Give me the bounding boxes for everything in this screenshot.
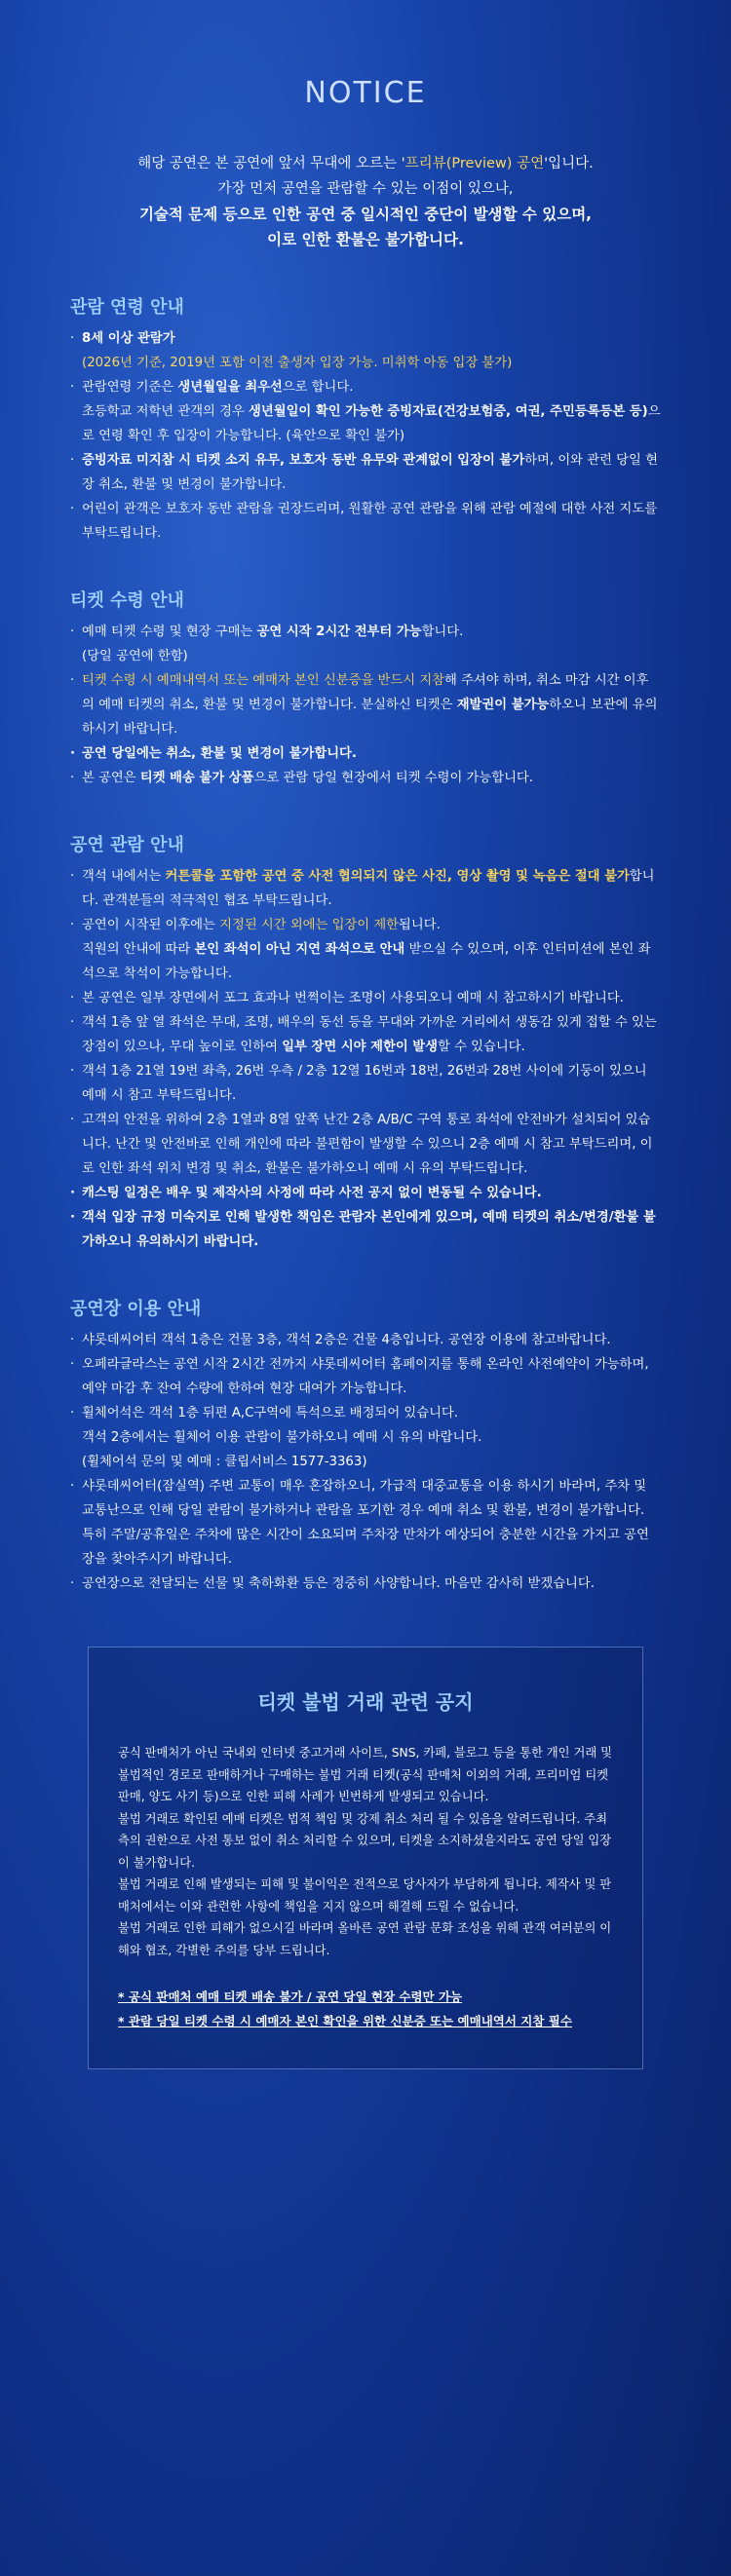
intro-text: 해당 공연은 본 공연에 앞서 무대에 오르는 ' [137,156,405,171]
list-item [70,913,661,986]
list-item: · 어린이 관객은 보호자 동반 관람을 권장드리며, 원활한 공연 관람을 위해 관람 예절에 대한 사전 지도를 부탁드립니다. [70,497,661,546]
age-limit: 8세 이상 관람가 [82,331,175,346]
list-item: · 오페라글라스는 공연 시작 2시간 전까지 샤롯데씨어터 홈페이지를 통해 온라인 사전예약이 가능하며, 예약 마감 후 잔여 수량에 한하여 현장 대여가 가능합니다. [70,1352,661,1401]
list-item [70,766,661,790]
list-item [70,864,661,913]
text-strong: 공연 시작 2시간 전부터 가능 [256,625,422,639]
text: (당일 공연에 한함) [82,649,188,663]
text: 으로 합니다. [282,380,354,395]
ticket-box-notes [118,1985,613,2033]
text-strong: 티켓 배송 불가 상품 [139,771,254,785]
age-limit-detail: (2026년 기준, 2019년 포함 이전 출생자 입장 가능. 미취학 아동 입장 불가) [82,356,513,370]
list-item [70,1010,661,1059]
ticket-box-paragraph: 불법 거래로 인한 피해가 없으시길 바라며 올바른 공연 관람 문화 조성을 위해 관객 여러분의 이해와 협조, 각별한 주의를 당부 드립니다. [118,1921,612,1957]
age-list [70,326,661,546]
intro-line-3: 기술적 문제 등으로 인한 공연 중 일시적인 중단이 발생할 수 있으며, [138,206,593,223]
section-age [70,293,661,546]
list-item: · 샤롯데씨어터(잠실역) 주변 교통이 매우 혼잡하오니, 가급적 대중교통을 이용 하시기 바라며, 주차 및 교통난으로 인해 당일 관람이 불가하거나 관람을 포기한 경우 예매 취소 및 환불, 변경이 불가합니다. 특히 주말/공휴일은 주차에 많은 시간이 소요되며 주차장 만차가 예상되어 충분한 시간을 가지고 공연장을 찾아주시기 바랍니다. [70,1474,661,1572]
text: 받으실 수 있으며, 이후 인터미션에 본인 좌석으로 착석이 가능합니다. [82,942,651,981]
list-item: · 공연 당일에는 취소, 환불 및 변경이 불가합니다. [70,741,661,766]
intro-line-4: 이로 인한 환불은 불가합니다. [267,231,464,248]
text: 예매 티켓 수령 및 현장 구매는 [82,625,257,639]
list-item: · 본 공연은 일부 장면에서 포그 효과나 번쩍이는 조명이 사용되오니 예매 시 참고하시기 바랍니다. [70,986,661,1010]
text: 합니다. [421,625,464,639]
ticket-box-paragraph: 불법 거래로 확인된 예매 티켓은 법적 책임 및 강제 취소 처리 될 수 있음을 알려드립니다. 주최 측의 권한으로 사전 통보 없이 취소 처리할 수 있으며, 티켓을 소지하셨을지라도 공연 당일 입장이 불가합니다. [118,1811,612,1870]
text: 본 공연은 [82,771,140,785]
list-item: · 객석 1층 21열 19번 좌측, 26번 우측 / 2층 12열 16번과 18번, 26번과 28번 사이에 기둥이 있으니 예매 시 참고 부탁드립니다. [70,1059,661,1108]
text: (휠체어석 문의 및 예매 : 클립서비스 1577-3363) [82,1455,367,1469]
section-ticket [70,587,661,790]
list-item [70,448,661,497]
notice-title: NOTICE [304,76,427,110]
ticket-note: * 관람 당일 티켓 수령 시 예매자 본인 확인을 위한 신분증 또는 예매내역서 지참 필수 [118,2014,572,2028]
text: 됩니다. [399,918,441,932]
text-strong: 생년월일이 확인 가능한 증빙자료(건강보험증, 여권, 주민등록등본 등) [249,404,648,419]
list-item: · 객석 입장 규정 미숙지로 인해 발생한 책임은 관람자 본인에게 있으며, 예매 티켓의 취소/변경/환불 불가하오니 유의하시기 바랍니다. [70,1205,661,1254]
viewing-list [70,864,661,1254]
text: 객석 내에서는 [82,869,166,884]
text: 할 수 있습니다. [438,1040,525,1054]
intro-line-1 [70,151,661,176]
ticket-box-paragraph: 공식 판매처가 아닌 국내외 인터넷 중고거래 사이트, SNS, 카페, 블로그 등을 통한 개인 거래 및 불법적인 경로로 판매하거나 구매하는 불법 거래 티켓(공식 판매처 이외의 거래, 프리미엄 티켓 판매, 양도 사기 등)으로 인한 피해 사례가 빈번하게 발생되고 있습니다. [118,1746,613,1803]
text: 으로 관람 당일 현장에서 티켓 수령이 가능합니다. [253,771,533,785]
list-item: · 샤롯데씨어터 객석 1층은 건물 3층, 객석 2층은 건물 4층입니다. 공연장 이용에 참고바랍니다. [70,1328,661,1352]
illegal-ticket-notice-box [88,1647,643,2069]
ticket-list [70,620,661,790]
preview-highlight: 프리뷰(Preview) 공연 [404,156,545,171]
text-highlight: 지정된 시간 외에는 입장이 제한 [219,918,400,932]
list-item [70,668,661,741]
section-venue [70,1295,661,1596]
ticket-note: * 공식 판매처 예매 티켓 배송 불가 / 공연 당일 현장 수령만 가능 [118,1989,463,2004]
list-item [70,620,661,668]
venue-list [70,1328,661,1596]
section-title: 관람 연령 안내 [70,297,184,318]
list-item [70,375,661,448]
text: · 휠체어석은 객석 1층 뒤편 A,C구역에 특석으로 배정되어 있습니다. [82,1406,458,1421]
text-highlight: 커튼콜을 포함한 공연 중 사전 협의되지 않은 사진, 영상 촬영 및 녹음은 절대 불가 [165,869,630,884]
text: 으로 연령 확인 후 입장이 가능합니다. (육안으로 확인 불가) [82,404,661,443]
intro-line-2: 가장 먼저 공연을 관람할 수 있는 이점이 있으나, [217,181,514,197]
ticket-box-title: 티켓 불법 거래 관련 공지 [257,1690,474,1714]
list-item: · 캐스팅 일정은 배우 및 제작사의 사정에 따라 사전 공지 없이 변동될 수 있습니다. [70,1181,661,1205]
intro [70,151,661,252]
intro-text: '입니다. [544,156,594,171]
text-strong: 증빙자료 미지참 시 티켓 소지 유무, 보호자 동반 유무와 관계없이 입장이 불가 [82,453,525,468]
list-item: · 고객의 안전을 위하여 2층 1열과 8열 앞쪽 난간 2층 A/B/C 구역 통로 좌석에 안전바가 설치되어 있습니다. 난간 및 안전바로 인해 개인에 따라 불편함이 발생할 수 있으니 2층 예매 시 참고 부탁드리며, 이로 인한 좌석 위치 변경 및 취소, 환불은 불가하오니 예매 시 유의 부탁드립니다. [70,1108,661,1181]
section-title: 공연장 이용 안내 [70,1299,202,1319]
list-item [70,1401,661,1474]
text: 공연이 시작된 이후에는 [82,918,220,932]
section-viewing [70,831,661,1254]
text: 해 주셔야 하며, 취소 마감 시간 이후의 예매 티켓의 취소, 환불 및 변경이 불가합니다. 분실하신 티켓은 [82,673,649,712]
section-title: 공연 관람 안내 [70,835,184,855]
text: 객석 2층에서는 휠체어 이용 관람이 불가하오니 예매 시 유의 바랍니다. [82,1430,482,1445]
ticket-box-paragraph: 불법 거래로 인해 발생되는 피해 및 불이익은 전적으로 당사자가 부담하게 됩니다. 제작사 및 판매처에서는 이와 관련한 사항에 책임을 지지 않으며 해결해 드릴 수 없습니다. [118,1877,612,1913]
text-strong: 재발권이 불가능 [456,698,550,712]
text: 하오니 보관에 유의하시기 바랍니다. [82,698,658,737]
text-strong: 일부 장면 시야 제한이 발생 [282,1040,438,1054]
text: 관람연령 기준은 [82,380,178,395]
list-item [70,326,661,375]
text-highlight: 티켓 수령 시 예매내역서 또는 예매자 본인 신분증을 반드시 지참 [82,673,445,688]
text: 직원의 안내에 따라 [82,942,195,957]
list-item: · 공연장으로 전달되는 선물 및 축하화환 등은 정중히 사양합니다. 마음만 감사히 받겠습니다. [70,1572,661,1596]
text: 합니다. 관객분들의 적극적인 협조 부탁드립니다. [82,869,655,908]
text-strong: 본인 좌석이 아닌 지연 좌석으로 안내 [194,942,405,957]
section-title: 티켓 수령 안내 [70,590,184,611]
text-strong: 생년월일을 최우선 [177,380,283,395]
text: 초등학교 저학년 관객의 경우 [82,404,250,419]
text: 하며, 이와 관련 당일 현장 취소, 환불 및 변경이 불가합니다. [82,453,658,492]
text: 객석 1층 앞 열 좌석은 무대, 조명, 배우의 동선 등을 무대와 가까운 거리에서 생동감 있게 접할 수 있는 장점이 있으나, 무대 높이로 인하여 [82,1015,657,1054]
